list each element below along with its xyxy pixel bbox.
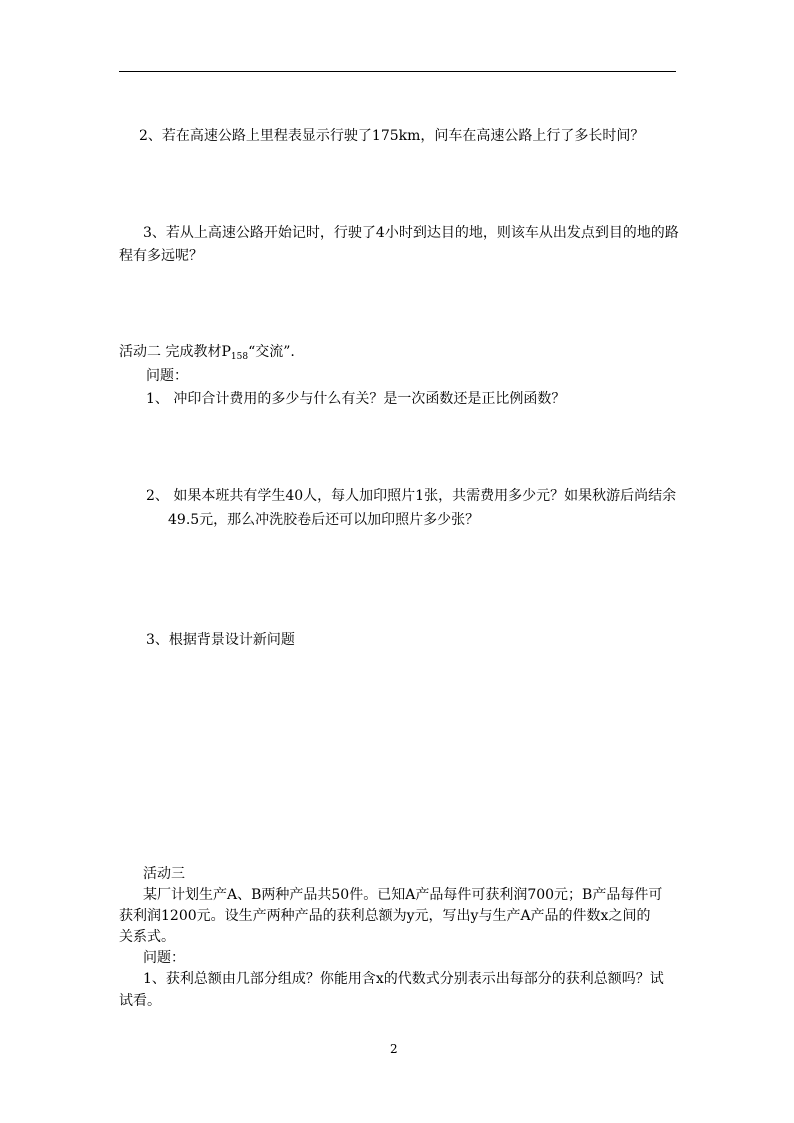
question-3-line-1: 3、若从上高速公路开始记时，行驶了4小时到达目的地，则该车从出发点到目的地的路 — [143, 225, 679, 241]
activity-3-text-line-3: 关系式。 — [119, 929, 175, 945]
activity-2-question-3: 3、根据背景设计新问题 — [146, 632, 295, 648]
page-number: 2 — [390, 1042, 398, 1056]
questions-label-2: 问题： — [143, 950, 185, 966]
header-rule — [119, 71, 676, 72]
question-3-line-2: 程有多远呢？ — [119, 248, 203, 264]
activity-3-title: 活动三 — [143, 866, 185, 882]
activity-3-text-line-1: 某厂计划生产A、B两种产品共50件。已知A产品每件可获利润700元；B产品每件可 — [143, 887, 663, 903]
activity-2-heading — [119, 342, 295, 367]
activity-2-question-2-line-1: 2、 如果本班共有学生40人，每人加印照片1张，共需费用多少元？如果秋游后尚结余 — [146, 488, 677, 504]
activity-2-page-subscript: 158 — [230, 352, 249, 362]
activity-2-question-1: 1、 冲印合计费用的多少与什么有关？是一次函数还是正比例函数？ — [146, 391, 566, 407]
question-2: 2、若在高速公路上里程表显示行驶了175km，问车在高速公路上行了多长时间？ — [139, 128, 645, 144]
activity-3-question-1-line-2: 试看。 — [119, 993, 161, 1009]
activity-2-suffix: “交流”. — [248, 344, 295, 360]
activity-2-prefix: 活动二 完成教材P — [119, 344, 231, 360]
activity-3-text-line-2: 获利润1200元。设生产两种产品的获利总额为y元，写出y与生产A产品的件数x之间的 — [119, 908, 651, 924]
activity-3-question-1-line-1: 1、获利总额由几部分组成？你能用含x的代数式分别表示出每部分的获利总额吗？试 — [143, 971, 664, 987]
questions-label: 问题： — [146, 368, 188, 384]
activity-2-question-2-line-2: 49.5元，那么冲洗胶卷后还可以加印照片多少张？ — [168, 512, 480, 528]
